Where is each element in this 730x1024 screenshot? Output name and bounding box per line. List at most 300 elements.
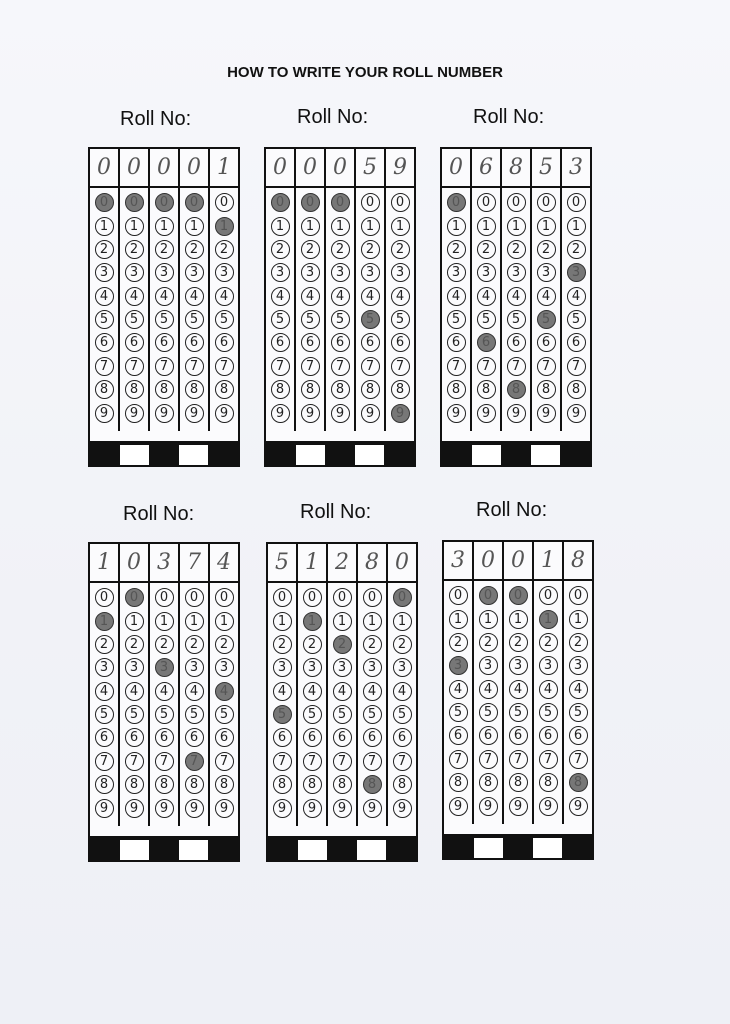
written-digit[interactable]: 0 [180,149,210,186]
empty-bubble[interactable]: 5 [125,310,144,329]
empty-bubble[interactable]: 9 [567,404,586,423]
empty-bubble[interactable]: 8 [273,775,292,794]
filled-bubble[interactable]: 1 [215,217,234,236]
empty-bubble[interactable]: 3 [215,658,234,677]
empty-bubble[interactable]: 1 [273,612,292,631]
empty-bubble[interactable]: 1 [537,217,556,236]
empty-bubble[interactable]: 6 [125,333,144,352]
empty-bubble[interactable]: 0 [333,588,352,607]
empty-bubble[interactable]: 3 [391,263,410,282]
empty-bubble[interactable]: 5 [185,310,204,329]
empty-bubble[interactable]: 1 [185,612,204,631]
empty-bubble[interactable]: 1 [393,612,412,631]
empty-bubble[interactable]: 5 [303,705,322,724]
empty-bubble[interactable]: 1 [449,610,468,629]
empty-bubble[interactable]: 0 [215,588,234,607]
empty-bubble[interactable]: 4 [569,680,588,699]
empty-bubble[interactable]: 2 [215,635,234,654]
empty-bubble[interactable]: 4 [447,287,466,306]
empty-bubble[interactable]: 3 [301,263,320,282]
empty-bubble[interactable]: 7 [273,752,292,771]
empty-bubble[interactable]: 2 [273,635,292,654]
empty-bubble[interactable]: 5 [125,705,144,724]
empty-bubble[interactable]: 7 [449,750,468,769]
empty-bubble[interactable]: 1 [215,612,234,631]
filled-bubble[interactable]: 8 [507,380,526,399]
empty-bubble[interactable]: 6 [273,728,292,747]
empty-bubble[interactable]: 1 [331,217,350,236]
empty-bubble[interactable]: 9 [125,404,144,423]
empty-bubble[interactable]: 3 [569,656,588,675]
empty-bubble[interactable]: 0 [477,193,496,212]
empty-bubble[interactable]: 9 [539,797,558,816]
empty-bubble[interactable]: 5 [301,310,320,329]
empty-bubble[interactable]: 1 [155,612,174,631]
written-digit[interactable]: 0 [120,544,150,581]
empty-bubble[interactable]: 1 [95,217,114,236]
empty-bubble[interactable]: 2 [537,240,556,259]
empty-bubble[interactable]: 7 [333,752,352,771]
empty-bubble[interactable]: 0 [361,193,380,212]
empty-bubble[interactable]: 4 [125,287,144,306]
empty-bubble[interactable]: 9 [95,404,114,423]
empty-bubble[interactable]: 6 [125,728,144,747]
empty-bubble[interactable]: 7 [271,357,290,376]
empty-bubble[interactable]: 5 [449,703,468,722]
empty-bubble[interactable]: 1 [567,217,586,236]
empty-bubble[interactable]: 8 [95,775,114,794]
empty-bubble[interactable]: 4 [331,287,350,306]
empty-bubble[interactable]: 4 [333,682,352,701]
empty-bubble[interactable]: 5 [271,310,290,329]
empty-bubble[interactable]: 2 [509,633,528,652]
filled-bubble[interactable]: 0 [393,588,412,607]
empty-bubble[interactable]: 5 [507,310,526,329]
empty-bubble[interactable]: 3 [125,658,144,677]
empty-bubble[interactable]: 1 [125,612,144,631]
empty-bubble[interactable]: 3 [303,658,322,677]
empty-bubble[interactable]: 4 [449,680,468,699]
empty-bubble[interactable]: 7 [301,357,320,376]
empty-bubble[interactable]: 9 [449,797,468,816]
filled-bubble[interactable]: 0 [301,193,320,212]
empty-bubble[interactable]: 8 [447,380,466,399]
written-digit[interactable]: 3 [569,155,583,180]
filled-bubble[interactable]: 8 [569,773,588,792]
empty-bubble[interactable]: 0 [391,193,410,212]
empty-bubble[interactable]: 6 [393,728,412,747]
empty-bubble[interactable]: 6 [303,728,322,747]
empty-bubble[interactable]: 6 [215,728,234,747]
written-digit[interactable]: 0 [266,149,296,186]
empty-bubble[interactable]: 5 [215,310,234,329]
empty-bubble[interactable]: 8 [537,380,556,399]
empty-bubble[interactable]: 2 [363,635,382,654]
empty-bubble[interactable]: 2 [539,633,558,652]
empty-bubble[interactable]: 5 [185,705,204,724]
empty-bubble[interactable]: 6 [155,333,174,352]
empty-bubble[interactable]: 4 [479,680,498,699]
written-digit[interactable]: 4 [217,550,231,575]
empty-bubble[interactable]: 9 [333,799,352,818]
empty-bubble[interactable]: 2 [95,635,114,654]
empty-bubble[interactable]: 6 [155,728,174,747]
empty-bubble[interactable]: 5 [509,703,528,722]
empty-bubble[interactable]: 1 [507,217,526,236]
empty-bubble[interactable]: 0 [449,586,468,605]
empty-bubble[interactable]: 0 [185,588,204,607]
empty-bubble[interactable]: 2 [567,240,586,259]
empty-bubble[interactable]: 4 [95,682,114,701]
empty-bubble[interactable]: 9 [215,404,234,423]
empty-bubble[interactable]: 8 [539,773,558,792]
empty-bubble[interactable]: 8 [331,380,350,399]
empty-bubble[interactable]: 4 [539,680,558,699]
empty-bubble[interactable]: 2 [477,240,496,259]
filled-bubble[interactable]: 0 [447,193,466,212]
empty-bubble[interactable]: 4 [185,287,204,306]
empty-bubble[interactable]: 1 [479,610,498,629]
written-digit[interactable]: 0 [442,149,472,186]
empty-bubble[interactable]: 1 [301,217,320,236]
empty-bubble[interactable]: 3 [95,658,114,677]
empty-bubble[interactable]: 4 [215,287,234,306]
empty-bubble[interactable]: 7 [447,357,466,376]
empty-bubble[interactable]: 7 [185,357,204,376]
filled-bubble[interactable]: 0 [95,193,114,212]
empty-bubble[interactable]: 6 [333,728,352,747]
empty-bubble[interactable]: 2 [95,240,114,259]
filled-bubble[interactable]: 5 [537,310,556,329]
filled-bubble[interactable]: 3 [155,658,174,677]
empty-bubble[interactable]: 2 [155,240,174,259]
empty-bubble[interactable]: 0 [539,586,558,605]
empty-bubble[interactable]: 6 [567,333,586,352]
empty-bubble[interactable]: 8 [333,775,352,794]
empty-bubble[interactable]: 5 [331,310,350,329]
empty-bubble[interactable]: 8 [449,773,468,792]
empty-bubble[interactable]: 9 [125,799,144,818]
empty-bubble[interactable]: 5 [567,310,586,329]
empty-bubble[interactable]: 9 [569,797,588,816]
empty-bubble[interactable]: 3 [185,658,204,677]
empty-bubble[interactable]: 3 [125,263,144,282]
written-digit[interactable]: 5 [356,149,386,186]
empty-bubble[interactable]: 3 [509,656,528,675]
empty-bubble[interactable]: 7 [303,752,322,771]
empty-bubble[interactable]: 6 [331,333,350,352]
written-digit[interactable]: 0 [90,149,120,186]
empty-bubble[interactable]: 1 [361,217,380,236]
empty-bubble[interactable]: 9 [537,404,556,423]
empty-bubble[interactable]: 6 [301,333,320,352]
written-digit[interactable]: 0 [504,542,534,579]
empty-bubble[interactable]: 4 [361,287,380,306]
empty-bubble[interactable]: 8 [125,775,144,794]
empty-bubble[interactable]: 2 [125,635,144,654]
empty-bubble[interactable]: 6 [95,333,114,352]
empty-bubble[interactable]: 8 [155,380,174,399]
written-digit[interactable]: 3 [444,542,474,579]
empty-bubble[interactable]: 4 [185,682,204,701]
empty-bubble[interactable]: 3 [361,263,380,282]
filled-bubble[interactable]: 0 [125,193,144,212]
empty-bubble[interactable]: 2 [569,633,588,652]
empty-bubble[interactable]: 6 [95,728,114,747]
empty-bubble[interactable]: 1 [155,217,174,236]
empty-bubble[interactable]: 9 [155,799,174,818]
empty-bubble[interactable]: 9 [509,797,528,816]
empty-bubble[interactable]: 3 [331,263,350,282]
empty-bubble[interactable]: 6 [537,333,556,352]
empty-bubble[interactable]: 4 [537,287,556,306]
empty-bubble[interactable]: 8 [303,775,322,794]
empty-bubble[interactable]: 3 [185,263,204,282]
empty-bubble[interactable]: 0 [95,588,114,607]
empty-bubble[interactable]: 0 [155,588,174,607]
filled-bubble[interactable]: 0 [155,193,174,212]
empty-bubble[interactable]: 6 [363,728,382,747]
empty-bubble[interactable]: 7 [155,357,174,376]
empty-bubble[interactable]: 4 [155,682,174,701]
empty-bubble[interactable]: 2 [215,240,234,259]
empty-bubble[interactable]: 6 [185,728,204,747]
empty-bubble[interactable]: 7 [539,750,558,769]
empty-bubble[interactable]: 9 [361,404,380,423]
empty-bubble[interactable]: 3 [507,263,526,282]
empty-bubble[interactable]: 5 [155,310,174,329]
written-digit[interactable]: 8 [571,548,585,573]
empty-bubble[interactable]: 7 [331,357,350,376]
written-digit[interactable]: 0 [120,149,150,186]
empty-bubble[interactable]: 4 [507,287,526,306]
filled-bubble[interactable]: 7 [185,752,204,771]
filled-bubble[interactable]: 3 [449,656,468,675]
empty-bubble[interactable]: 6 [215,333,234,352]
empty-bubble[interactable]: 8 [391,380,410,399]
empty-bubble[interactable]: 4 [567,287,586,306]
filled-bubble[interactable]: 1 [303,612,322,631]
empty-bubble[interactable]: 1 [363,612,382,631]
empty-bubble[interactable]: 1 [391,217,410,236]
empty-bubble[interactable]: 7 [479,750,498,769]
empty-bubble[interactable]: 0 [537,193,556,212]
filled-bubble[interactable]: 0 [125,588,144,607]
empty-bubble[interactable]: 7 [363,752,382,771]
empty-bubble[interactable]: 4 [301,287,320,306]
filled-bubble[interactable]: 0 [331,193,350,212]
empty-bubble[interactable]: 6 [509,726,528,745]
empty-bubble[interactable]: 0 [569,586,588,605]
empty-bubble[interactable]: 2 [479,633,498,652]
empty-bubble[interactable]: 0 [303,588,322,607]
empty-bubble[interactable]: 5 [479,703,498,722]
empty-bubble[interactable]: 2 [185,240,204,259]
empty-bubble[interactable]: 6 [447,333,466,352]
empty-bubble[interactable]: 1 [271,217,290,236]
empty-bubble[interactable]: 4 [391,287,410,306]
empty-bubble[interactable]: 8 [215,775,234,794]
empty-bubble[interactable]: 9 [507,404,526,423]
empty-bubble[interactable]: 2 [185,635,204,654]
empty-bubble[interactable]: 7 [125,357,144,376]
empty-bubble[interactable]: 5 [393,705,412,724]
empty-bubble[interactable]: 5 [95,705,114,724]
filled-bubble[interactable]: 4 [215,682,234,701]
empty-bubble[interactable]: 6 [449,726,468,745]
empty-bubble[interactable]: 4 [125,682,144,701]
empty-bubble[interactable]: 1 [447,217,466,236]
empty-bubble[interactable]: 8 [125,380,144,399]
empty-bubble[interactable]: 4 [155,287,174,306]
empty-bubble[interactable]: 1 [185,217,204,236]
filled-bubble[interactable]: 5 [273,705,292,724]
empty-bubble[interactable]: 9 [185,404,204,423]
empty-bubble[interactable]: 7 [569,750,588,769]
filled-bubble[interactable]: 6 [477,333,496,352]
written-digit[interactable]: 5 [268,544,298,581]
empty-bubble[interactable]: 2 [361,240,380,259]
empty-bubble[interactable]: 9 [393,799,412,818]
empty-bubble[interactable]: 1 [333,612,352,631]
empty-bubble[interactable]: 7 [391,357,410,376]
empty-bubble[interactable]: 8 [509,773,528,792]
empty-bubble[interactable]: 2 [125,240,144,259]
empty-bubble[interactable]: 7 [537,357,556,376]
empty-bubble[interactable]: 3 [479,656,498,675]
empty-bubble[interactable]: 5 [569,703,588,722]
filled-bubble[interactable]: 0 [271,193,290,212]
empty-bubble[interactable]: 8 [185,380,204,399]
empty-bubble[interactable]: 7 [567,357,586,376]
empty-bubble[interactable]: 2 [391,240,410,259]
empty-bubble[interactable]: 5 [391,310,410,329]
empty-bubble[interactable]: 9 [303,799,322,818]
empty-bubble[interactable]: 1 [569,610,588,629]
filled-bubble[interactable]: 2 [333,635,352,654]
empty-bubble[interactable]: 5 [477,310,496,329]
written-digit[interactable]: 0 [474,542,504,579]
written-digit[interactable]: 9 [393,155,407,180]
empty-bubble[interactable]: 5 [333,705,352,724]
empty-bubble[interactable]: 7 [95,357,114,376]
written-digit[interactable]: 2 [328,544,358,581]
empty-bubble[interactable]: 7 [155,752,174,771]
filled-bubble[interactable]: 1 [539,610,558,629]
empty-bubble[interactable]: 2 [449,633,468,652]
empty-bubble[interactable]: 7 [509,750,528,769]
empty-bubble[interactable]: 2 [155,635,174,654]
empty-bubble[interactable]: 3 [273,658,292,677]
empty-bubble[interactable]: 7 [477,357,496,376]
empty-bubble[interactable]: 4 [303,682,322,701]
filled-bubble[interactable]: 8 [363,775,382,794]
empty-bubble[interactable]: 5 [447,310,466,329]
empty-bubble[interactable]: 4 [273,682,292,701]
empty-bubble[interactable]: 9 [477,404,496,423]
empty-bubble[interactable]: 9 [479,797,498,816]
written-digit[interactable]: 3 [150,544,180,581]
empty-bubble[interactable]: 8 [301,380,320,399]
empty-bubble[interactable]: 9 [331,404,350,423]
empty-bubble[interactable]: 9 [155,404,174,423]
empty-bubble[interactable]: 1 [477,217,496,236]
empty-bubble[interactable]: 7 [215,752,234,771]
empty-bubble[interactable]: 9 [185,799,204,818]
empty-bubble[interactable]: 4 [393,682,412,701]
empty-bubble[interactable]: 5 [363,705,382,724]
empty-bubble[interactable]: 9 [363,799,382,818]
empty-bubble[interactable]: 4 [271,287,290,306]
empty-bubble[interactable]: 3 [271,263,290,282]
filled-bubble[interactable]: 3 [567,263,586,282]
empty-bubble[interactable]: 2 [393,635,412,654]
empty-bubble[interactable]: 7 [95,752,114,771]
written-digit[interactable]: 8 [502,149,532,186]
empty-bubble[interactable]: 3 [393,658,412,677]
empty-bubble[interactable]: 2 [271,240,290,259]
empty-bubble[interactable]: 4 [509,680,528,699]
written-digit[interactable]: 5 [532,149,562,186]
empty-bubble[interactable]: 8 [567,380,586,399]
empty-bubble[interactable]: 2 [507,240,526,259]
empty-bubble[interactable]: 0 [215,193,234,212]
empty-bubble[interactable]: 3 [539,656,558,675]
filled-bubble[interactable]: 5 [361,310,380,329]
empty-bubble[interactable]: 8 [479,773,498,792]
empty-bubble[interactable]: 4 [363,682,382,701]
filled-bubble[interactable]: 0 [479,586,498,605]
written-digit[interactable]: 0 [296,149,326,186]
empty-bubble[interactable]: 9 [447,404,466,423]
empty-bubble[interactable]: 5 [215,705,234,724]
empty-bubble[interactable]: 7 [393,752,412,771]
empty-bubble[interactable]: 7 [507,357,526,376]
empty-bubble[interactable]: 8 [95,380,114,399]
empty-bubble[interactable]: 3 [95,263,114,282]
empty-bubble[interactable]: 2 [301,240,320,259]
written-digit[interactable]: 0 [395,550,409,575]
empty-bubble[interactable]: 4 [95,287,114,306]
empty-bubble[interactable]: 3 [363,658,382,677]
written-digit[interactable]: 8 [358,544,388,581]
empty-bubble[interactable]: 7 [215,357,234,376]
written-digit[interactable]: 1 [298,544,328,581]
empty-bubble[interactable]: 8 [271,380,290,399]
filled-bubble[interactable]: 1 [95,612,114,631]
empty-bubble[interactable]: 3 [333,658,352,677]
empty-bubble[interactable]: 5 [95,310,114,329]
empty-bubble[interactable]: 8 [215,380,234,399]
empty-bubble[interactable]: 6 [185,333,204,352]
empty-bubble[interactable]: 6 [539,726,558,745]
empty-bubble[interactable]: 6 [391,333,410,352]
filled-bubble[interactable]: 0 [509,586,528,605]
empty-bubble[interactable]: 0 [567,193,586,212]
empty-bubble[interactable]: 6 [271,333,290,352]
empty-bubble[interactable]: 3 [155,263,174,282]
empty-bubble[interactable]: 7 [361,357,380,376]
empty-bubble[interactable]: 3 [215,263,234,282]
empty-bubble[interactable]: 0 [507,193,526,212]
empty-bubble[interactable]: 0 [273,588,292,607]
empty-bubble[interactable]: 8 [361,380,380,399]
empty-bubble[interactable]: 2 [303,635,322,654]
empty-bubble[interactable]: 6 [507,333,526,352]
empty-bubble[interactable]: 8 [477,380,496,399]
empty-bubble[interactable]: 3 [537,263,556,282]
empty-bubble[interactable]: 6 [479,726,498,745]
